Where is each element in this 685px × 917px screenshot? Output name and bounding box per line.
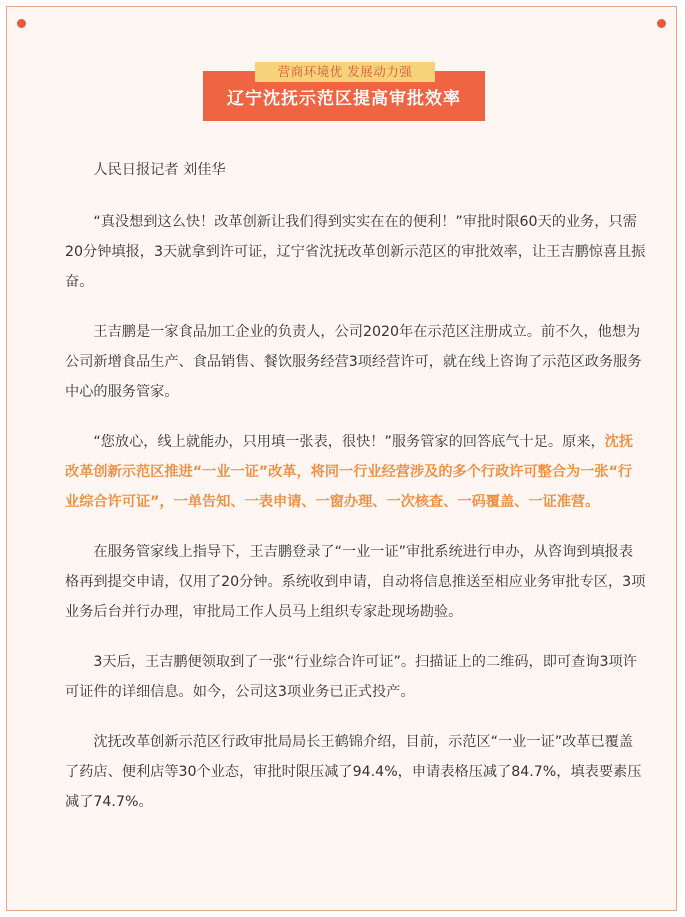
decorative-dot-left (17, 19, 26, 28)
byline: 人民日报记者 刘佳华 (93, 162, 226, 178)
paragraph-5: 3天后，王吉鹏便领取到了一张“行业综合许可证”。扫描证上的二维码，即可查询3项许可证件的详细信息。如今，公司这3项业务已正式投产。 (65, 654, 637, 700)
paragraph-3-highlight: 沈抚改革创新示范区推进“一业一证”改革，将同一行业经营涉及的多个行政许可整合为一张“行业综合许可证”，一单告知、一表申请、一窗办理、一次核查、一码覆盖、一证准营。 (65, 434, 634, 510)
decorative-dot-right (657, 19, 666, 28)
paragraph-1: “真没想到这么快！改革创新让我们得到实实在在的便利！”审批时限60天的业务，只需20分钟填报，3天就拿到许可证，辽宁省沈抚改革创新示范区的审批效率，让王吉鹏惊喜且振奋。 (65, 214, 646, 290)
article-header (7, 57, 676, 127)
article-title: 辽宁沈抚示范区提高审批效率 (203, 71, 485, 121)
subtitle-tag: 营商环境优 发展动力强 (255, 62, 435, 82)
paragraph-4: 在服务管家线上指导下，王吉鹏登录了“一业一证”审批系统进行申办，从咨询到填报表格再到提交申请，仅用了20分钟。系统收到申请，自动将信息推送至相应业务审批专区，3项业务后台并行办理，审批局工作人员马上组织专家赴现场勘验。 (65, 544, 646, 620)
paragraph-6: 沈抚改革创新示范区行政审批局局长王鹤锦介绍，目前，示范区“一业一证”改革已覆盖了药店、便利店等30个业态，审批时限压减了94.4%，申请表格压减了84.7%，填表要素压减了74.7%。 (65, 734, 642, 810)
article-body (65, 155, 646, 837)
paragraph-3 (65, 427, 646, 517)
paragraph-2: 王吉鹏是一家食品加工企业的负责人，公司2020年在示范区注册成立。前不久，他想为公司新增食品生产、食品销售、餐饮服务经营3项经营许可，就在线上咨询了示范区政务服务中心的服务管家。 (65, 324, 642, 400)
article-frame (6, 6, 677, 911)
paragraph-3-text: “您放心，线上就能办，只用填一张表，很快！”服务管家的回答底气十足。原来， (93, 434, 605, 450)
